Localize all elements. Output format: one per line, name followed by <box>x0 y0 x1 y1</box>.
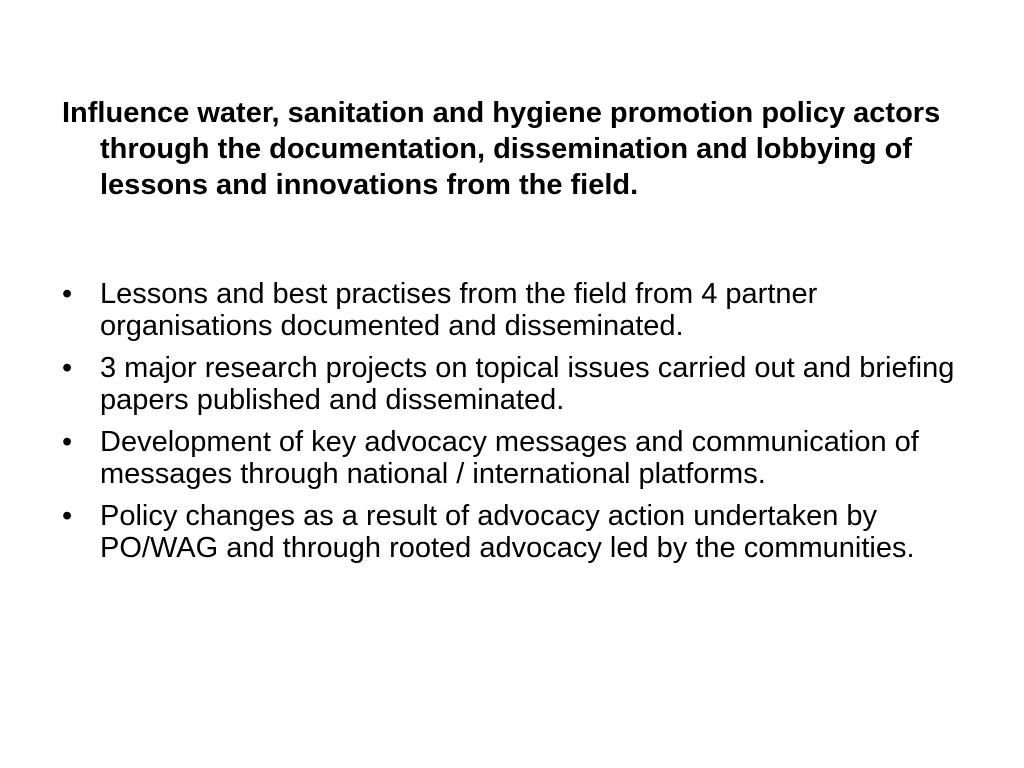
slide-heading: Influence water, sanitation and hygiene promotion policy actors through the documentation, dissemination and lobbying of lessons and innovations from the field. <box>62 97 941 201</box>
bullet-item <box>62 278 962 342</box>
bullet-list <box>62 278 962 574</box>
bullet-item <box>62 426 962 490</box>
bullet-text: Policy changes as a result of advocacy action undertaken by PO/WAG and through rooted advocacy led by the communities. <box>100 500 915 564</box>
bullet-marker: • <box>62 278 73 310</box>
bullet-item <box>62 500 962 564</box>
bullet-item <box>62 352 962 416</box>
bullet-text: 3 major research projects on topical issues carried out and briefing papers published and disseminated. <box>100 352 955 416</box>
bullet-marker: • <box>62 352 73 384</box>
bullet-text: Development of key advocacy messages and communication of messages through national / international platforms. <box>100 426 919 490</box>
bullet-marker: • <box>62 426 73 458</box>
bullet-text: Lessons and best practises from the field from 4 partner organisations documented and disseminated. <box>100 278 818 342</box>
bullet-marker: • <box>62 500 73 532</box>
